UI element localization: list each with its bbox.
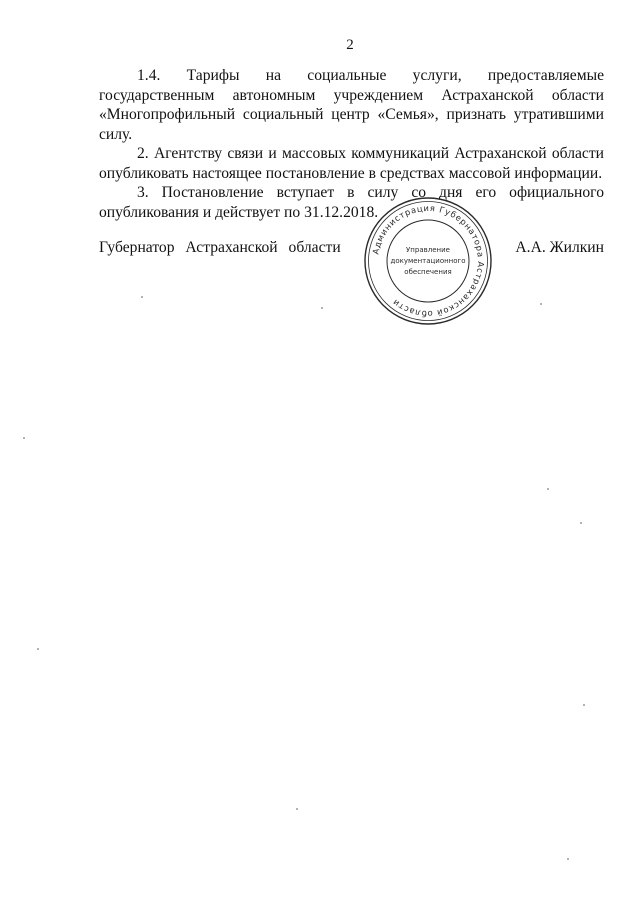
scan-speck — [23, 437, 25, 439]
paragraph-2: 2. Агентству связи и массовых коммуникаций Астраханской области опубликовать настоящее постановление в средствах массовой информации. — [99, 145, 604, 182]
stamp-inner-line-1: Управление — [406, 246, 450, 254]
signatory-title: Губернатор Астраханской области — [99, 239, 341, 256]
document-body — [99, 66, 604, 222]
scan-speck — [567, 858, 569, 860]
stamp-outer-text: Администрация Губернатора Астраханской области — [370, 202, 487, 320]
paragraph-3: 3. Постановление вступает в силу со дня его официального опубликования и действует по 31.12.2018. — [99, 184, 604, 221]
scan-speck — [141, 296, 143, 298]
scan-speck — [583, 704, 585, 706]
official-seal-stamp — [362, 195, 494, 327]
page-number: 2 — [346, 37, 354, 53]
signatory-name: А.А. Жилкин — [515, 239, 604, 256]
stamp-inner-line-3: обеспечения — [404, 268, 452, 276]
paragraph-1-4: 1.4. Тарифы на социальные услуги, предоставляемые государственным автономным учреждением Астраханской области «Многопрофильный социальный центр «Семья», признать утратившими силу. — [99, 67, 604, 143]
scan-speck — [580, 522, 582, 524]
scan-speck — [540, 303, 542, 305]
scan-speck — [296, 808, 298, 810]
scan-speck — [37, 648, 39, 650]
scan-speck — [547, 488, 549, 490]
scan-speck — [321, 307, 323, 309]
stamp-inner-line-2: документационного — [390, 257, 466, 265]
